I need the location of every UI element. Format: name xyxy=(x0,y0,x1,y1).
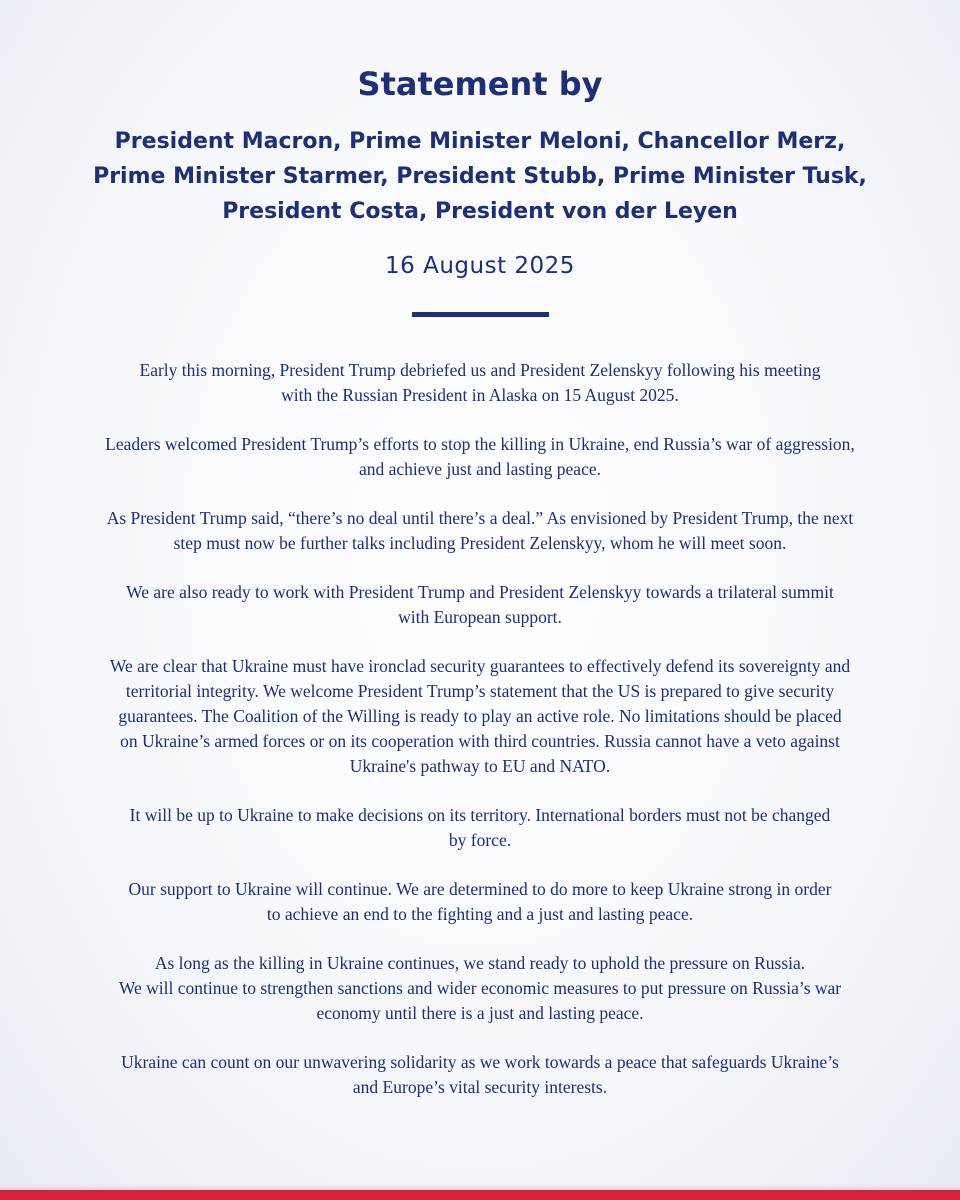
paragraph-line: It will be up to Ukraine to make decisions on its territory. International borders must not be changed xyxy=(129,805,831,825)
paragraph xyxy=(40,654,920,779)
paragraph-line: Our support to Ukraine will continue. We are determined to do more to keep Ukraine strong in order xyxy=(128,879,832,899)
header-divider xyxy=(412,312,549,317)
paragraph-line: We will continue to strengthen sanctions and wider economic measures to put pressure on Russia’s war xyxy=(118,978,842,998)
paragraph xyxy=(40,580,920,630)
footer-accent-bar xyxy=(0,1190,960,1200)
paragraph-line: We are clear that Ukraine must have ironclad security guarantees to effectively defend its sovereignty and xyxy=(109,656,851,676)
paragraph xyxy=(40,1050,920,1100)
leaders-line: President Costa, President von der Leyen xyxy=(222,199,738,224)
paragraph-line: with the Russian President in Alaska on 15 August 2025. xyxy=(281,385,679,405)
paragraph-line: territorial integrity. We welcome President Trump’s statement that the US is prepared to give security xyxy=(125,681,835,701)
paragraph-line: Ukraine's pathway to EU and NATO. xyxy=(349,756,611,776)
paragraph-line: and Europe’s vital security interests. xyxy=(352,1077,608,1097)
paragraph xyxy=(40,432,920,482)
paragraph xyxy=(40,358,920,408)
statement-date: 16 August 2025 xyxy=(385,253,575,279)
paragraph-line: Early this morning, President Trump debriefed us and President Zelenskyy following his meeting xyxy=(139,360,821,380)
paragraph-line: on Ukraine’s armed forces or on its cooperation with third countries. Russia cannot have a veto against xyxy=(120,731,840,751)
paragraph xyxy=(40,951,920,1026)
page-title: Statement by xyxy=(357,65,603,103)
leaders-list xyxy=(0,124,960,229)
paragraph xyxy=(40,803,920,853)
statement-body xyxy=(40,358,920,1124)
paragraph-line: with European support. xyxy=(398,607,562,627)
statement-header xyxy=(0,60,960,283)
leaders-line: Prime Minister Starmer, President Stubb, Prime Minister Tusk, xyxy=(93,164,867,189)
paragraph-line: Leaders welcomed President Trump’s efforts to stop the killing in Ukraine, end Russia’s war of aggression, xyxy=(105,434,855,454)
paragraph-line: and achieve just and lasting peace. xyxy=(359,459,601,479)
paragraph-line: guarantees. The Coalition of the Willing is ready to play an active role. No limitations should be placed xyxy=(118,706,842,726)
paragraph-line: Ukraine can count on our unwavering solidarity as we work towards a peace that safeguards Ukraine’s xyxy=(121,1052,839,1072)
paragraph-line: step must now be further talks including President Zelenskyy, whom he will meet soon. xyxy=(173,533,787,553)
paragraph-line: As President Trump said, “there’s no deal until there’s a deal.” As envisioned by President Trump, the next xyxy=(106,508,854,528)
paragraph-line: by force. xyxy=(448,830,512,850)
paragraph xyxy=(40,506,920,556)
paragraph-line: economy until there is a just and lasting peace. xyxy=(316,1003,644,1023)
paragraph xyxy=(40,877,920,927)
leaders-line: President Macron, Prime Minister Meloni, Chancellor Merz, xyxy=(114,129,846,154)
paragraph-line: As long as the killing in Ukraine continues, we stand ready to uphold the pressure on Russia. xyxy=(154,953,806,973)
paragraph-line: We are also ready to work with President Trump and President Zelenskyy towards a trilateral summit xyxy=(126,582,834,602)
paragraph-line: to achieve an end to the fighting and a just and lasting peace. xyxy=(266,904,694,924)
